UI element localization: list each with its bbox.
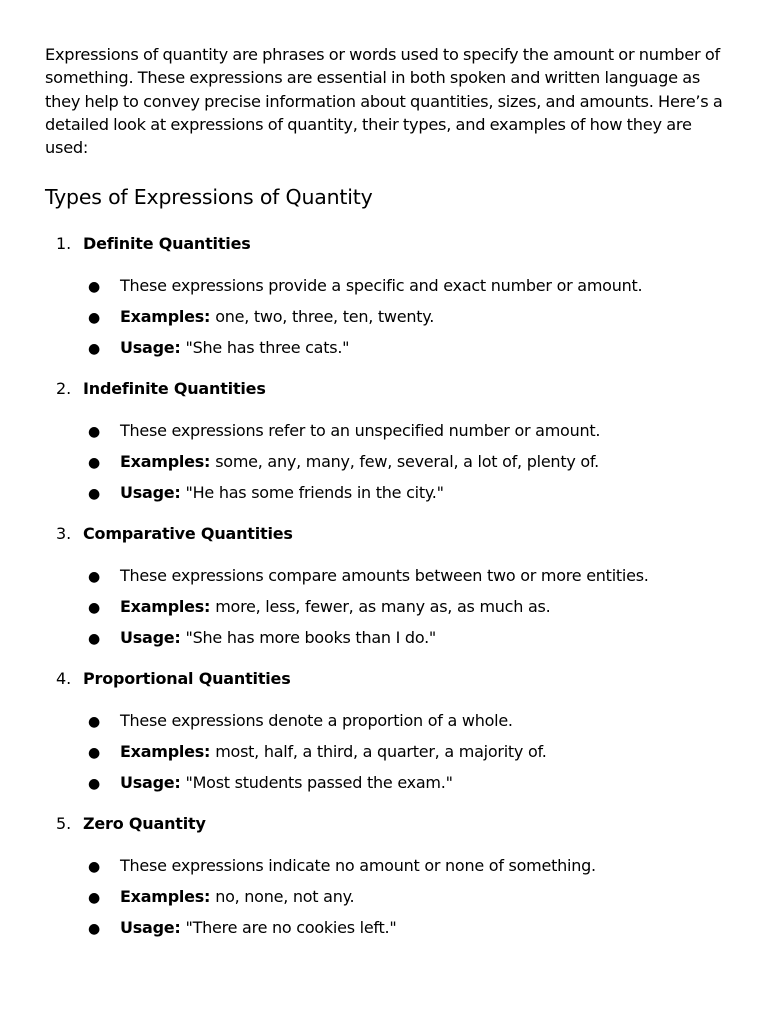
type-number: 3. xyxy=(56,524,72,544)
examples-bullet xyxy=(45,596,728,627)
bullet-icon: ● xyxy=(88,776,100,793)
examples-label: Examples: xyxy=(120,597,211,617)
type-title-row xyxy=(45,668,728,690)
type-bullets xyxy=(45,275,728,368)
usage-text: "There are no cookies left." xyxy=(185,918,397,938)
usage-text: "She has three cats." xyxy=(185,338,350,358)
usage-text: "She has more books than I do." xyxy=(185,628,437,648)
bullet-icon: ● xyxy=(88,486,100,503)
bullet-icon: ● xyxy=(88,455,100,472)
description-text: These expressions compare amounts between two or more entities. xyxy=(120,566,649,586)
usage-bullet xyxy=(45,337,728,368)
description-bullet xyxy=(45,855,728,886)
type-item xyxy=(45,813,728,948)
type-number: 1. xyxy=(56,234,72,254)
type-title: Proportional Quantities xyxy=(83,669,291,689)
examples-text: no, none, not any. xyxy=(215,887,355,907)
description-text: These expressions provide a specific and exact number or amount. xyxy=(120,276,643,296)
bullet-icon: ● xyxy=(88,424,100,441)
type-number: 4. xyxy=(56,669,72,689)
usage-text: "Most students passed the exam." xyxy=(185,773,453,793)
type-title: Indefinite Quantities xyxy=(83,379,266,399)
description-bullet xyxy=(45,275,728,306)
description-text: These expressions denote a proportion of a whole. xyxy=(120,711,513,731)
usage-label: Usage: xyxy=(120,628,181,648)
description-text: These expressions refer to an unspecified number or amount. xyxy=(120,421,601,441)
bullet-icon: ● xyxy=(88,921,100,938)
section-heading: Types of Expressions of Quantity xyxy=(45,185,373,210)
type-bullets xyxy=(45,710,728,803)
description-text: These expressions indicate no amount or none of something. xyxy=(120,856,596,876)
type-item xyxy=(45,668,728,803)
usage-label: Usage: xyxy=(120,338,181,358)
examples-text: most, half, a third, a quarter, a majority of. xyxy=(215,742,547,762)
bullet-icon: ● xyxy=(88,341,100,358)
bullet-icon: ● xyxy=(88,745,100,762)
examples-label: Examples: xyxy=(120,887,211,907)
type-number: 5. xyxy=(56,814,72,834)
usage-label: Usage: xyxy=(120,918,181,938)
usage-label: Usage: xyxy=(120,483,181,503)
description-bullet xyxy=(45,420,728,451)
examples-bullet xyxy=(45,886,728,917)
type-title-row xyxy=(45,233,728,255)
examples-text: more, less, fewer, as many as, as much as. xyxy=(215,597,551,617)
types-list xyxy=(45,233,728,948)
type-title-row xyxy=(45,523,728,545)
bullet-icon: ● xyxy=(88,569,100,586)
type-bullets xyxy=(45,565,728,658)
type-title-row xyxy=(45,378,728,400)
examples-text: one, two, three, ten, twenty. xyxy=(215,307,435,327)
type-number: 2. xyxy=(56,379,72,399)
bullet-icon: ● xyxy=(88,310,100,327)
examples-label: Examples: xyxy=(120,452,211,472)
examples-bullet xyxy=(45,451,728,482)
bullet-icon: ● xyxy=(88,859,100,876)
type-title-row xyxy=(45,813,728,835)
type-bullets xyxy=(45,420,728,513)
usage-bullet xyxy=(45,917,728,948)
usage-label: Usage: xyxy=(120,773,181,793)
examples-label: Examples: xyxy=(120,742,211,762)
type-title: Definite Quantities xyxy=(83,234,251,254)
type-item xyxy=(45,378,728,513)
bullet-icon: ● xyxy=(88,631,100,648)
type-bullets xyxy=(45,855,728,948)
examples-text: some, any, many, few, several, a lot of, plenty of. xyxy=(215,452,599,472)
usage-bullet xyxy=(45,627,728,658)
type-title: Comparative Quantities xyxy=(83,524,293,544)
bullet-icon: ● xyxy=(88,279,100,296)
examples-label: Examples: xyxy=(120,307,211,327)
type-item xyxy=(45,523,728,658)
bullet-icon: ● xyxy=(88,600,100,617)
usage-text: "He has some friends in the city." xyxy=(185,483,444,503)
description-bullet xyxy=(45,565,728,596)
description-bullet xyxy=(45,710,728,741)
bullet-icon: ● xyxy=(88,714,100,731)
intro-paragraph: Expressions of quantity are phrases or words used to specify the amount or number of something. These expressions are essential in both spoken and written language as they help to convey precise information about quantities, sizes, and amounts. Here’s a detailed look at expressions of quantity, their types, and examples of how they are used: xyxy=(45,45,723,158)
type-title: Zero Quantity xyxy=(83,814,206,834)
type-item xyxy=(45,233,728,368)
examples-bullet xyxy=(45,306,728,337)
usage-bullet xyxy=(45,482,728,513)
bullet-icon: ● xyxy=(88,890,100,907)
examples-bullet xyxy=(45,741,728,772)
usage-bullet xyxy=(45,772,728,803)
